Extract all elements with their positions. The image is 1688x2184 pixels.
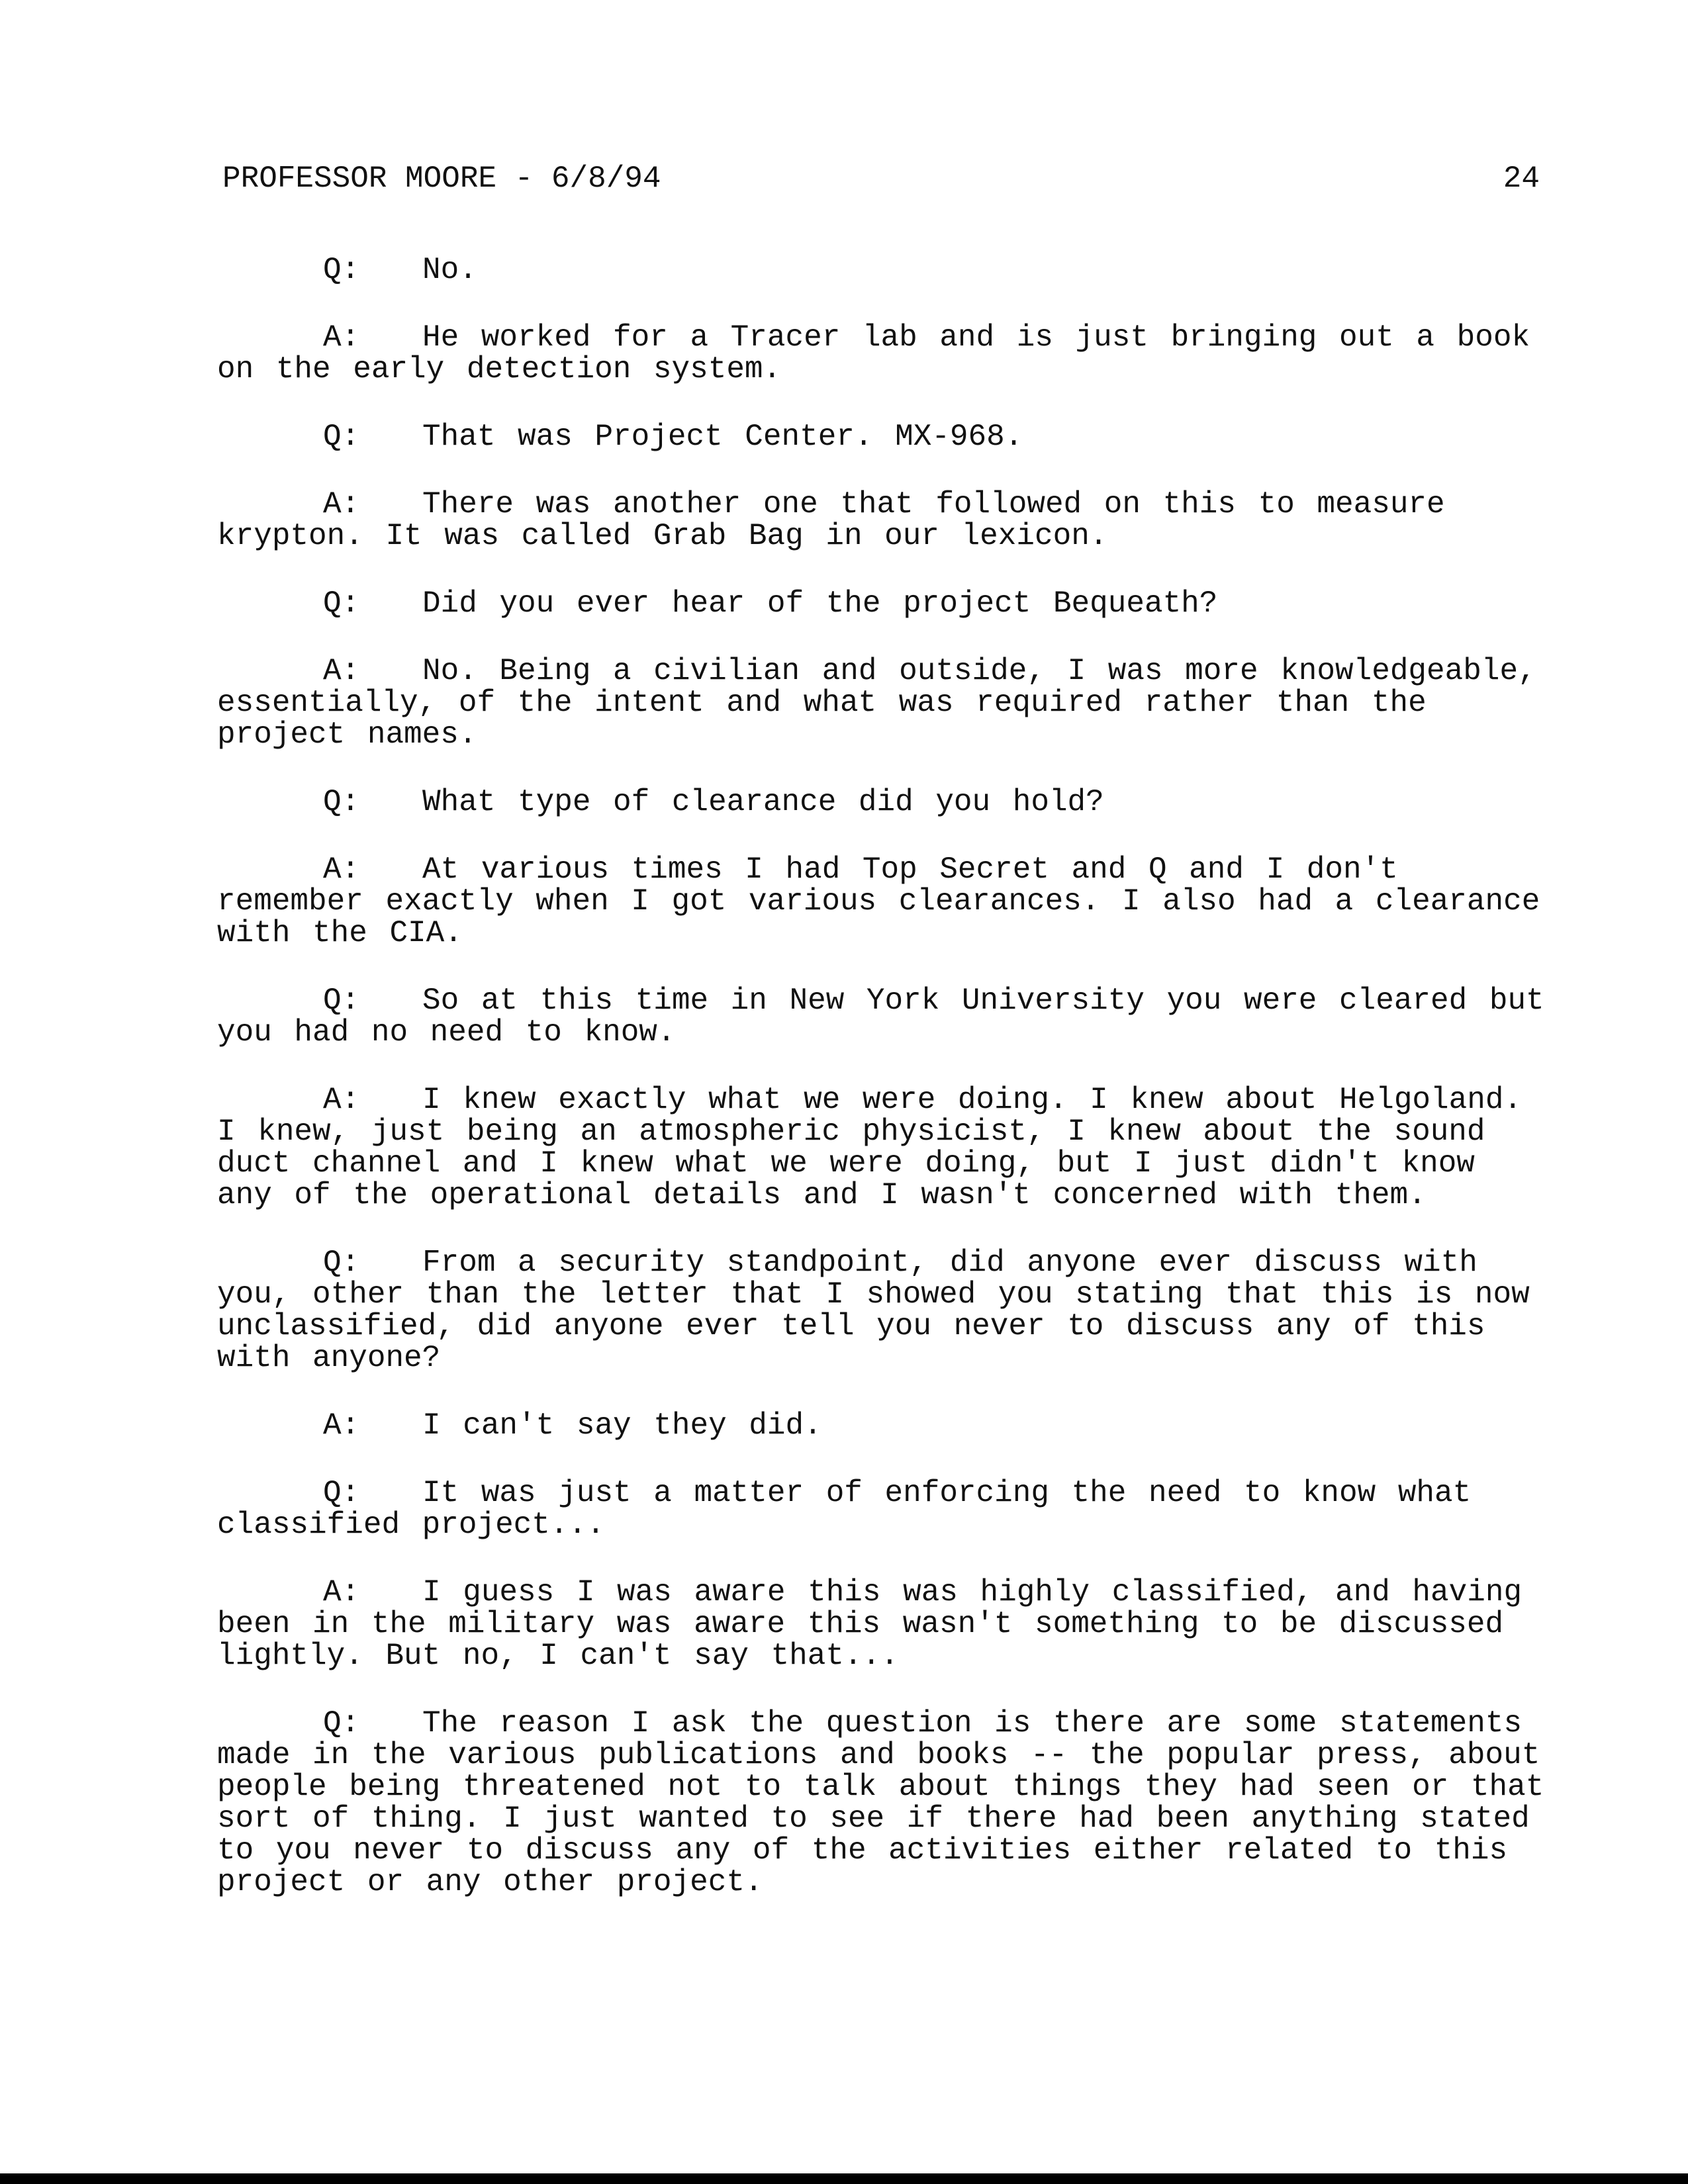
header-title: PROFESSOR MOORE - 6/8/94 [222, 161, 661, 196]
entry-text: It was just a matter of enforcing the need to know what classified project... [217, 1476, 1472, 1542]
scan-bottom-edge [0, 2173, 1688, 2184]
interview-transcript [217, 254, 1548, 1934]
speaker-label: A: [323, 487, 360, 522]
transcript-entry [217, 1477, 1548, 1541]
entry-text: No. Being a civilian and outside, I was more knowledgeable, essentially, of the intent and what was required rather than the project names. [217, 654, 1536, 752]
entry-text: So at this time in New York University you were cleared but you had no need to know. [217, 983, 1544, 1050]
entry-text: I guess I was aware this was highly classified, and having been in the military was aware this wasn't something to be discussed lightly. But no, I can't say that... [217, 1575, 1523, 1673]
entry-text: From a security standpoint, did anyone ever discuss with you, other than the letter that I showed you stating that this is now unclassified, did anyone ever tell you never to discuss any of this with anyone? [217, 1246, 1530, 1375]
entry-text: There was another one that followed on this to measure krypton. It was called Grab Bag in our lexicon. [217, 487, 1445, 553]
entry-text: That was Project Center. MX-968. [422, 420, 1023, 454]
transcript-entry [217, 786, 1548, 818]
speaker-label: Q: [323, 253, 360, 287]
transcript-entry [217, 488, 1548, 552]
entry-text: Did you ever hear of the project Bequeath? [422, 586, 1218, 621]
entry-text: I can't say they did. [422, 1408, 822, 1443]
transcript-entry [217, 1410, 1548, 1441]
transcript-entry [217, 1707, 1548, 1898]
entry-text: At various times I had Top Secret and Q and I don't remember exactly when I got various clearances. I also had a clearance with the CIA. [217, 852, 1540, 950]
speaker-label: A: [323, 1408, 360, 1443]
speaker-label: Q: [323, 983, 360, 1018]
entry-text: I knew exactly what we were doing. I knew about Helgoland. I knew, just being an atmospheric physicist, I knew about the sound duct channel and I knew what we were doing, but I just didn't know any of the operational details and I wasn't concerned with them. [217, 1083, 1523, 1212]
entry-text: What type of clearance did you hold? [422, 785, 1104, 819]
entry-text: The reason I ask the question is there are some statements made in the various publications and books -- the popular press, about people being threatened not to talk about things they had seen or that sort of thing. I just wanted to see if there had been anything stated to you never to discuss any of the activities either related to this project or any other project. [217, 1706, 1544, 1899]
transcript-entry [217, 421, 1548, 453]
speaker-label: A: [323, 654, 360, 688]
transcript-entry [217, 854, 1548, 949]
transcript-entry [217, 985, 1548, 1048]
transcript-entry [217, 1084, 1548, 1211]
entry-text: No. [422, 253, 477, 287]
speaker-label: Q: [323, 420, 360, 454]
speaker-label: Q: [323, 1246, 360, 1280]
speaker-label: Q: [323, 785, 360, 819]
transcript-entry [217, 322, 1548, 385]
speaker-label: A: [323, 852, 360, 887]
transcript-entry [217, 1247, 1548, 1374]
speaker-label: A: [323, 320, 360, 355]
page-number: 24 [1503, 161, 1540, 196]
speaker-label: Q: [323, 586, 360, 621]
transcript-entry [217, 655, 1548, 751]
speaker-label: A: [323, 1083, 360, 1117]
transcript-entry [217, 254, 1548, 286]
speaker-label: A: [323, 1575, 360, 1610]
transcript-entry [217, 588, 1548, 619]
entry-text: He worked for a Tracer lab and is just bringing out a book on the early detection system. [217, 320, 1530, 387]
page-header [222, 159, 1540, 199]
speaker-label: Q: [323, 1706, 360, 1741]
transcript-entry [217, 1576, 1548, 1672]
speaker-label: Q: [323, 1476, 360, 1510]
